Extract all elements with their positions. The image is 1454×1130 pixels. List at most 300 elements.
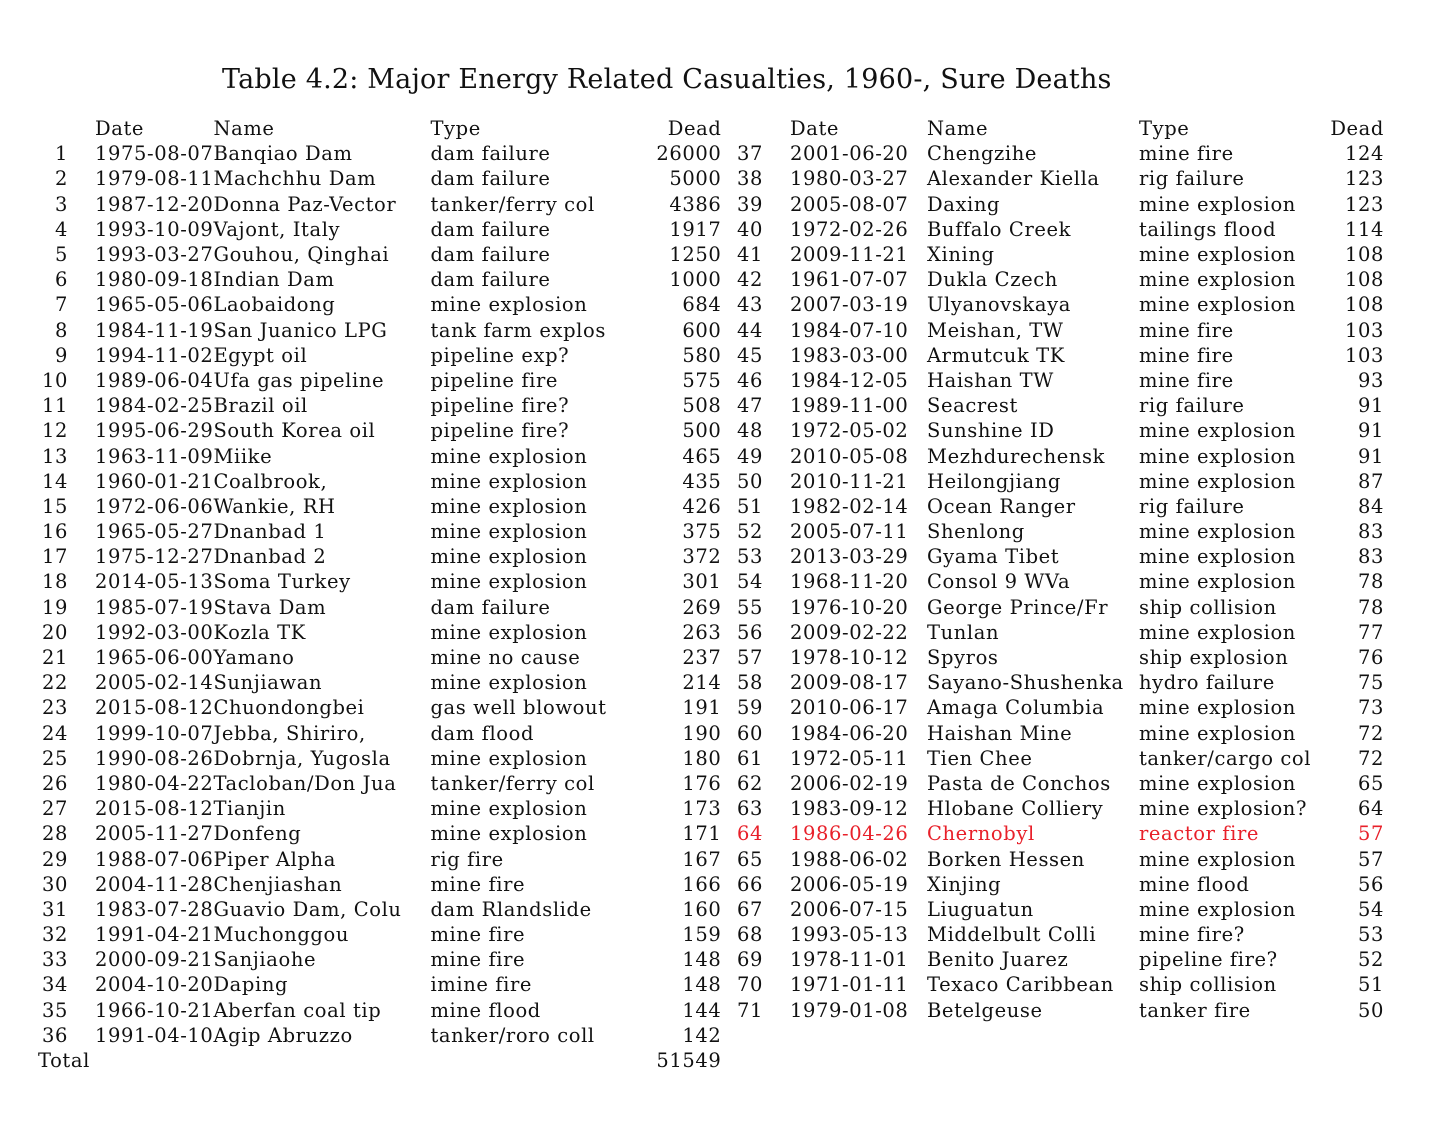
row-type: mine explosion: [430, 444, 588, 468]
row-index: 69: [736, 948, 763, 972]
table-row: [734, 670, 1384, 695]
row-date: 1971-01-11: [790, 973, 909, 997]
row-type: rig failure: [1139, 494, 1245, 518]
row-type: mine fire: [1139, 368, 1234, 392]
row-index: 5: [54, 243, 68, 267]
table-row: [38, 519, 721, 544]
table-row: [38, 217, 721, 242]
row-type: mine explosion: [1139, 771, 1296, 795]
row-name: Soma Turkey: [213, 570, 351, 594]
row-name: Chenjiashan: [213, 872, 343, 896]
row-type: mine no cause: [430, 646, 581, 670]
row-index: 3: [54, 192, 68, 216]
row-dead: 1000: [669, 268, 722, 292]
total-spacer-type: [430, 1048, 608, 1073]
row-type: mine explosion: [430, 746, 588, 770]
row-index: 32: [41, 923, 68, 947]
row-dead: 103: [1344, 318, 1384, 342]
table-row: [734, 645, 1384, 670]
header-dead: Dead: [667, 117, 722, 141]
row-name: Miike: [213, 444, 273, 468]
row-name: Mezhdurechensk: [927, 444, 1106, 468]
table-row: [38, 469, 721, 494]
row-index: 48: [736, 419, 763, 443]
table-row: [38, 796, 721, 821]
row-date: 1992-03-00: [95, 620, 214, 644]
row-name: Donfeng: [213, 822, 302, 846]
row-index: 1: [54, 142, 68, 166]
row-date: 1983-09-12: [790, 797, 909, 821]
row-type: mine flood: [1139, 872, 1250, 896]
total-value: 51549: [656, 1049, 722, 1073]
row-index: 38: [736, 167, 763, 191]
row-date: 1980-09-18: [95, 268, 214, 292]
row-name: Daxing: [927, 192, 1001, 216]
row-type: pipeline exp?: [430, 343, 570, 367]
row-index: 65: [736, 847, 763, 871]
row-type: mine explosion: [1139, 545, 1296, 569]
row-index: 13: [41, 444, 68, 468]
row-type: mine explosion?: [1139, 797, 1308, 821]
table-row: [734, 192, 1384, 217]
row-dead: 375: [682, 520, 722, 544]
row-dead: 56: [1357, 872, 1384, 896]
row-name: Armutcuk TK: [927, 343, 1065, 367]
header-index: [38, 116, 77, 141]
row-type: tailings flood: [1139, 217, 1277, 241]
row-name: Sayano-Shushenka: [927, 671, 1124, 695]
row-type: mine explosion: [430, 822, 588, 846]
table-row: [734, 872, 1384, 897]
row-dead: 77: [1357, 620, 1384, 644]
row-dead: 87: [1357, 469, 1384, 493]
row-dead: 114: [1344, 217, 1384, 241]
table-row: [734, 998, 1384, 1023]
row-dead: 500: [682, 419, 722, 443]
row-type: pipeline fire?: [430, 419, 570, 443]
row-type: mine fire: [1139, 318, 1234, 342]
row-name: Tacloban/Don Jua: [213, 771, 397, 795]
table-row: [734, 368, 1384, 393]
row-dead: 103: [1344, 343, 1384, 367]
table-row: [734, 519, 1384, 544]
row-index: 45: [736, 343, 763, 367]
row-type: mine explosion: [1139, 419, 1296, 443]
row-date: 1982-02-14: [790, 494, 909, 518]
row-type: ship collision: [1139, 595, 1277, 619]
row-dead: 142: [682, 1023, 722, 1047]
row-index: 10: [41, 368, 68, 392]
row-date: 2010-06-17: [790, 696, 909, 720]
row-type: mine explosion: [430, 570, 588, 594]
row-name: Banqiao Dam: [213, 142, 353, 166]
row-dead: 72: [1357, 721, 1384, 745]
row-name: Gyama Tibet: [927, 545, 1060, 569]
row-date: 1985-07-19: [95, 595, 214, 619]
table-row: [38, 318, 721, 343]
row-date: 2007-03-19: [790, 293, 909, 317]
row-date: 1968-11-20: [790, 570, 909, 594]
row-type: mine explosion: [1139, 696, 1296, 720]
table-row: [38, 267, 721, 292]
row-type: tank farm explos: [430, 318, 606, 342]
row-type: mine explosion: [1139, 293, 1296, 317]
row-index: 35: [41, 998, 68, 1022]
row-index: 8: [54, 318, 68, 342]
row-type: gas well blowout: [430, 696, 607, 720]
table-row: [38, 670, 721, 695]
row-type: dam failure: [430, 217, 551, 241]
table-row: [38, 998, 721, 1023]
row-index: 56: [736, 620, 763, 644]
row-date: 2010-11-21: [790, 469, 909, 493]
row-dead: 171: [682, 822, 722, 846]
table-row: [734, 721, 1384, 746]
row-name: Dukla Czech: [927, 268, 1058, 292]
row-index: 41: [736, 243, 763, 267]
row-date: 2010-05-08: [790, 444, 909, 468]
row-index: 46: [736, 368, 763, 392]
row-index: 58: [736, 671, 763, 695]
row-dead: 4386: [669, 192, 722, 216]
row-index: 37: [736, 142, 763, 166]
row-name: Ufa gas pipeline: [213, 368, 385, 392]
row-type: dam failure: [430, 595, 551, 619]
header-name: Name: [927, 117, 989, 141]
table-row: [38, 595, 721, 620]
casualties-table-left: [38, 116, 721, 1073]
table-row: [734, 569, 1384, 594]
table-row: [734, 494, 1384, 519]
row-index: 18: [41, 570, 68, 594]
row-name: Vajont, Italy: [213, 217, 341, 241]
row-index: 40: [736, 217, 763, 241]
row-type: mine fire: [430, 948, 526, 972]
row-type: mine explosion: [1139, 570, 1296, 594]
row-type: pipeline fire?: [1139, 948, 1278, 972]
row-index: 71: [736, 998, 763, 1022]
row-type: tanker/ferry col: [430, 192, 595, 216]
row-dead: 73: [1357, 696, 1384, 720]
row-index: 64: [736, 822, 763, 846]
table-row: [38, 166, 721, 191]
row-name: Piper Alpha: [213, 847, 336, 871]
row-date: 1983-07-28: [95, 897, 214, 921]
row-type: reactor fire: [1139, 822, 1260, 846]
table-row: [38, 645, 721, 670]
row-date: 2015-08-12: [95, 696, 214, 720]
row-type: dam failure: [430, 243, 551, 267]
header-index: [734, 116, 772, 141]
table-row: [734, 393, 1384, 418]
row-type: mine fire?: [1139, 923, 1245, 947]
row-date: 1965-05-06: [95, 293, 214, 317]
row-index: 12: [41, 419, 68, 443]
row-date: 1972-05-11: [790, 746, 909, 770]
row-dead: 108: [1344, 293, 1384, 317]
row-dead: 91: [1357, 419, 1384, 443]
row-type: mine explosion: [1139, 847, 1296, 871]
row-date: 1980-04-22: [95, 771, 214, 795]
table-row: [734, 217, 1384, 242]
table-row: [38, 418, 721, 443]
row-date: 2004-10-20: [95, 973, 214, 997]
row-date: 1989-06-04: [95, 368, 214, 392]
row-name: Stava Dam: [213, 595, 327, 619]
row-type: mine explosion: [430, 494, 588, 518]
row-name: Chernobyl: [927, 822, 1035, 846]
row-index: 55: [736, 595, 763, 619]
row-dead: 53: [1357, 923, 1384, 947]
row-dead: 269: [682, 595, 722, 619]
row-type: mine explosion: [1139, 444, 1296, 468]
row-dead: 144: [682, 998, 722, 1022]
row-dead: 166: [682, 872, 722, 896]
row-name: Borken Hessen: [927, 847, 1085, 871]
row-date: 2000-09-21: [95, 948, 214, 972]
row-name: Machchhu Dam: [213, 167, 377, 191]
row-date: 1979-01-08: [790, 998, 909, 1022]
row-name: Seacrest: [927, 394, 1018, 418]
row-name: Haishan TW: [927, 368, 1054, 392]
row-name: Laobaidong: [213, 293, 336, 317]
row-date: 1988-07-06: [95, 847, 214, 871]
row-date: 1965-06-00: [95, 646, 214, 670]
row-date: 1994-11-02: [95, 343, 214, 367]
row-index: 27: [41, 797, 68, 821]
table-row: [734, 544, 1384, 569]
row-index: 49: [736, 444, 763, 468]
row-type: mine explosion: [1139, 620, 1296, 644]
row-name: Kozla TK: [213, 620, 306, 644]
row-index: 20: [41, 620, 68, 644]
row-name: Coalbrook,: [213, 469, 328, 493]
row-name: Gouhou, Qinghai: [213, 243, 390, 267]
row-dead: 372: [682, 545, 722, 569]
header-dead: Dead: [1330, 117, 1384, 141]
row-index: 29: [41, 847, 68, 871]
row-name: Dnanbad 1: [213, 520, 327, 544]
row-date: 1979-08-11: [95, 167, 214, 191]
table-row: [734, 141, 1384, 166]
row-name: Ocean Ranger: [927, 494, 1076, 518]
row-dead: 600: [682, 318, 722, 342]
row-dead: 214: [682, 671, 722, 695]
row-name: Wankie, RH: [213, 494, 336, 518]
row-type: rig failure: [1139, 394, 1245, 418]
row-index: 11: [41, 394, 68, 418]
row-index: 54: [736, 570, 763, 594]
row-dead: 684: [682, 293, 722, 317]
row-index: 59: [736, 696, 763, 720]
row-type: hydro failure: [1139, 671, 1275, 695]
row-date: 1993-03-27: [95, 243, 214, 267]
row-name: Texaco Caribbean: [927, 973, 1114, 997]
table-row: [734, 695, 1384, 720]
row-name: Agip Abruzzo: [213, 1023, 353, 1047]
table-row: [734, 343, 1384, 368]
row-dead: 65: [1357, 771, 1384, 795]
row-dead: 26000: [656, 142, 722, 166]
row-type: mine explosion: [430, 293, 588, 317]
row-index: 30: [41, 872, 68, 896]
row-name: Liuguatun: [927, 897, 1034, 921]
row-type: mine explosion: [1139, 520, 1296, 544]
row-dead: 426: [682, 494, 722, 518]
row-dead: 72: [1357, 746, 1384, 770]
row-index: 23: [41, 696, 68, 720]
row-dead: 301: [682, 570, 722, 594]
row-dead: 75: [1357, 671, 1384, 695]
row-type: mine explosion: [1139, 721, 1296, 745]
row-index: 61: [736, 746, 763, 770]
row-date: 2009-02-22: [790, 620, 909, 644]
row-name: Sunjiawan: [213, 671, 323, 695]
table-row: [734, 242, 1384, 267]
table-row: [38, 393, 721, 418]
row-dead: 78: [1357, 570, 1384, 594]
total-row: [38, 1048, 721, 1073]
row-index: 31: [41, 897, 68, 921]
row-name: Consol 9 WVa: [927, 570, 1071, 594]
row-dead: 93: [1357, 368, 1384, 392]
row-date: 2009-11-21: [790, 243, 909, 267]
row-type: tanker/ferry col: [430, 771, 595, 795]
row-index: 51: [736, 494, 763, 518]
row-name: Buffalo Creek: [927, 217, 1072, 241]
row-index: 28: [41, 822, 68, 846]
row-date: 1978-11-01: [790, 948, 909, 972]
row-dead: 50: [1357, 998, 1384, 1022]
table-row: [38, 972, 721, 997]
row-dead: 465: [682, 444, 722, 468]
row-name: Heilongjiang: [927, 469, 1061, 493]
row-index: 53: [736, 545, 763, 569]
row-type: mine fire: [1139, 343, 1234, 367]
row-index: 67: [736, 897, 763, 921]
row-date: 2013-03-29: [790, 545, 909, 569]
header-name: Name: [213, 117, 275, 141]
table-row: [734, 318, 1384, 343]
row-date: 1966-10-21: [95, 998, 214, 1022]
row-name: Sanjiaohe: [213, 948, 317, 972]
row-type: rig fire: [430, 847, 504, 871]
table-header-row: [38, 116, 721, 141]
row-date: 1986-04-26: [790, 822, 909, 846]
row-name: Donna Paz-Vector: [213, 192, 397, 216]
row-name: Meishan, TW: [927, 318, 1064, 342]
row-type: dam failure: [430, 268, 551, 292]
row-date: 1975-08-07: [95, 142, 214, 166]
row-type: mine explosion: [1139, 192, 1296, 216]
table-row: [38, 443, 721, 468]
row-index: 26: [41, 771, 68, 795]
row-index: 21: [41, 646, 68, 670]
row-date: 2015-08-12: [95, 797, 214, 821]
row-index: 17: [41, 545, 68, 569]
table-row: [734, 746, 1384, 771]
total-spacer-name: [213, 1048, 430, 1073]
row-type: mine explosion: [430, 545, 588, 569]
row-dead: 52: [1357, 948, 1384, 972]
row-dead: 160: [682, 897, 722, 921]
row-index: 34: [41, 973, 68, 997]
row-type: tanker/cargo col: [1139, 746, 1312, 770]
row-dead: 176: [682, 771, 722, 795]
row-index: 36: [41, 1023, 68, 1047]
row-name: Alexander Kiella: [927, 167, 1100, 191]
row-dead: 5000: [669, 167, 722, 191]
row-date: 1972-05-02: [790, 419, 909, 443]
row-date: 1987-12-20: [95, 192, 214, 216]
table-row: [38, 368, 721, 393]
row-type: imine fire: [430, 973, 533, 997]
table-row: [734, 267, 1384, 292]
row-dead: 108: [1344, 268, 1384, 292]
row-date: 1960-01-21: [95, 469, 214, 493]
row-dead: 108: [1344, 243, 1384, 267]
table-row: [38, 343, 721, 368]
total-label: Total: [38, 1049, 90, 1073]
row-type: mine fire: [1139, 142, 1234, 166]
row-name: South Korea oil: [213, 419, 376, 443]
row-dead: 57: [1357, 847, 1384, 871]
row-date: 1995-06-29: [95, 419, 214, 443]
row-index: 57: [736, 646, 763, 670]
row-date: 1990-08-26: [95, 746, 214, 770]
table-row: [38, 192, 721, 217]
row-index: 66: [736, 872, 763, 896]
row-type: mine explosion: [430, 620, 588, 644]
row-name: Middelbult Colli: [927, 923, 1097, 947]
table-row: [734, 947, 1384, 972]
row-index: 4: [54, 217, 68, 241]
row-name: Brazil oil: [213, 394, 308, 418]
row-index: 63: [736, 797, 763, 821]
row-name: Hlobane Colliery: [927, 797, 1104, 821]
row-name: Xining: [927, 243, 995, 267]
row-date: 1984-07-10: [790, 318, 909, 342]
row-name: Tien Chee: [927, 746, 1033, 770]
row-name: Dobrnja, Yugosla: [213, 746, 391, 770]
row-type: mine explosion: [1139, 897, 1296, 921]
row-name: Spyros: [927, 646, 999, 670]
table-row: [38, 897, 721, 922]
table-header-row: [734, 116, 1384, 141]
row-name: Xinjing: [927, 872, 1002, 896]
row-dead: 1250: [669, 243, 722, 267]
row-dead: 83: [1357, 545, 1384, 569]
row-date: 2009-08-17: [790, 671, 909, 695]
row-dead: 237: [682, 646, 722, 670]
row-index: 43: [736, 293, 763, 317]
table-row: [38, 544, 721, 569]
row-date: 2005-08-07: [790, 192, 909, 216]
row-dead: 78: [1357, 595, 1384, 619]
row-date: 2006-05-19: [790, 872, 909, 896]
row-dead: 123: [1344, 167, 1384, 191]
row-index: 68: [736, 923, 763, 947]
row-index: 6: [54, 268, 68, 292]
row-type: dam failure: [430, 142, 551, 166]
table-row: [38, 494, 721, 519]
row-index: 62: [736, 771, 763, 795]
row-date: 1965-05-27: [95, 520, 214, 544]
row-type: mine fire: [430, 872, 526, 896]
table-row: [38, 746, 721, 771]
row-dead: 64: [1357, 797, 1384, 821]
row-type: mine flood: [430, 998, 541, 1022]
